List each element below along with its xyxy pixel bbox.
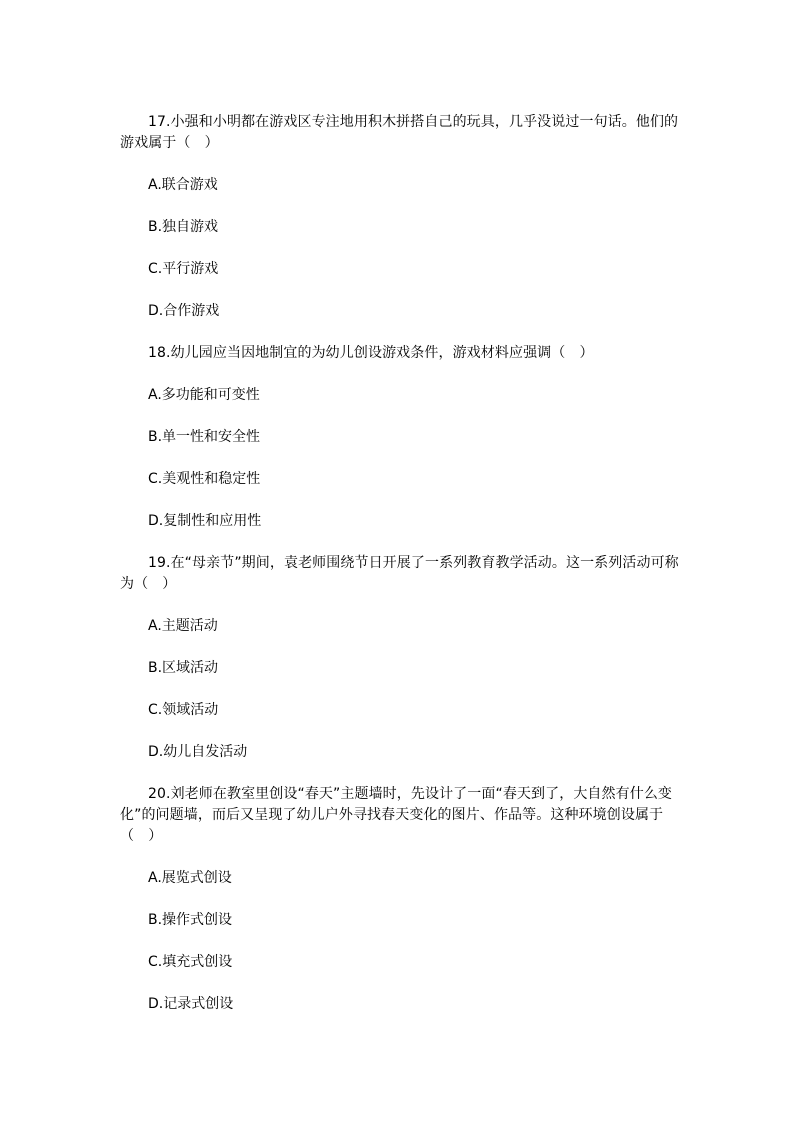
option-19-a: A.主题活动 — [148, 618, 218, 634]
question-17: 17.小强和小明都在游戏区专注地用积木拼搭自己的玩具，几乎没说过一句话。他们的游戏属于（ ） — [120, 114, 679, 151]
option-19-b: B.区域活动 — [148, 660, 219, 676]
option-18-d: D.复制性和应用性 — [148, 513, 262, 529]
option-20-d: D.记录式创设 — [148, 996, 234, 1012]
option-17-a: A.联合游戏 — [148, 177, 218, 193]
question-18: 18.幼儿园应当因地制宜的为幼儿创设游戏条件，游戏材料应强调（ ） — [148, 345, 594, 361]
question-19: 19.在“母亲节”期间，袁老师围绕节日开展了一系列教育教学活动。这一系列活动可称为（ ） — [120, 555, 679, 592]
option-20-c: C.填充式创设 — [148, 954, 233, 970]
option-20-b: B.操作式创设 — [148, 912, 233, 928]
option-20-a: A.展览式创设 — [148, 870, 232, 886]
option-17-c: C.平行游戏 — [148, 261, 219, 277]
option-17-b: B.独自游戏 — [148, 219, 219, 235]
option-18-c: C.美观性和稳定性 — [148, 471, 261, 487]
question-20: 20.刘老师在教室里创设“春天”主题墙时，先设计了一面“春天到了，大自然有什么变化”的问题墙，而后又呈现了幼儿户外寻找春天变化的图片、作品等。这种环境创设属于（ ） — [120, 786, 673, 844]
option-19-d: D.幼儿自发活动 — [148, 744, 248, 760]
option-18-b: B.单一性和安全性 — [148, 429, 261, 445]
document-page — [120, 112, 686, 1015]
option-19-c: C.领域活动 — [148, 702, 219, 718]
option-18-a: A.多功能和可变性 — [148, 387, 260, 403]
option-17-d: D.合作游戏 — [148, 303, 220, 319]
